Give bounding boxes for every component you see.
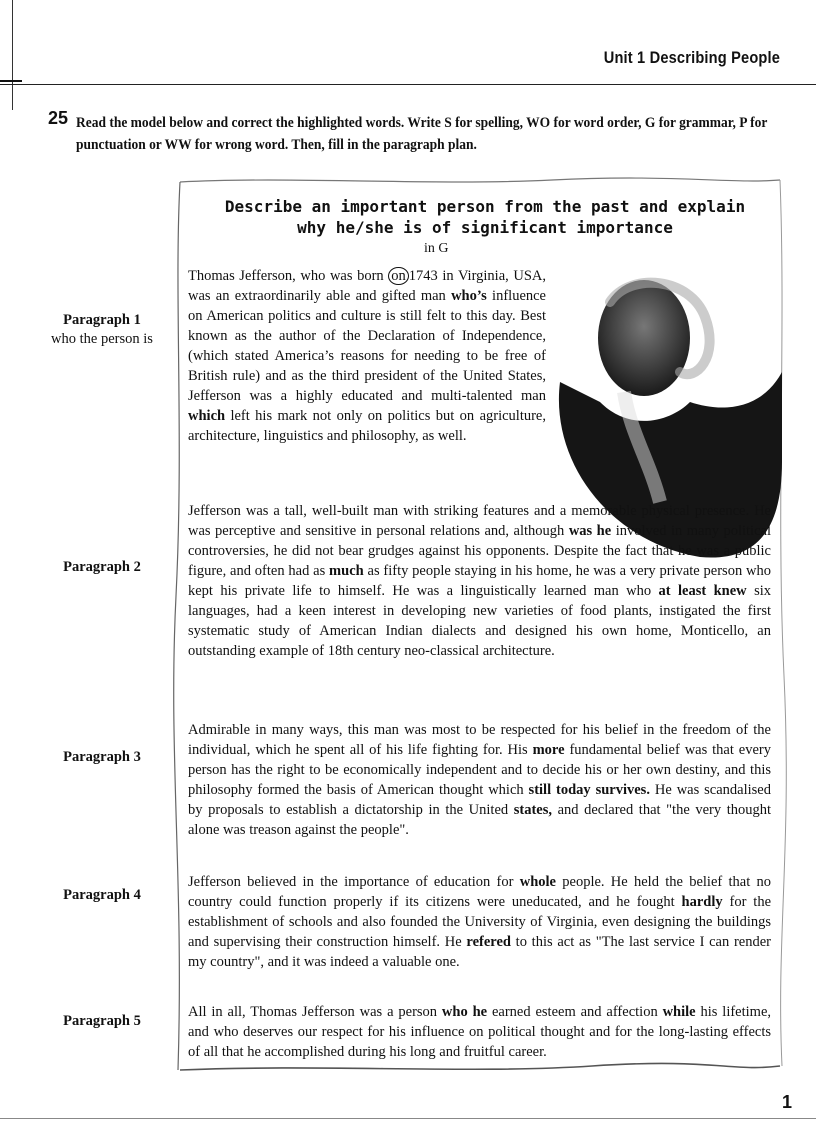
margin-line (12, 0, 13, 110)
paragraph-5-text: All in all, Thomas Jefferson was a person who he earned esteem and affection while his lifetime, and who deserves our respect for his influence on political thought and for the long-lasting effects of all that he accomplished during his long and fruitful career. (188, 1004, 772, 1060)
paragraph-3-text: Admirable in many ways, this man was most to be respected for his belief in the freedom of the individual, which he spent all of his life fighting for. His more fundamental belief was that every person has the right to be economically independent and to decide his or her own destiny, and this philosophy formed the basis of American thought which still today survives. He was scandalised by proposals to establish a dictatorship in the United states, and declared that "the very thought alone was treason against the people". (188, 722, 772, 838)
header-rule (0, 84, 816, 85)
exercise-instructions: Read the model below and correct the highlighted words. Write S for spelling, WO for word order, G for grammar, P for punctuation or WW for wrong word. Then, fill in the paragraph plan. (76, 115, 768, 153)
paragraph-3-label-title: Paragraph 3 (63, 749, 141, 765)
paragraph-2-text: Jefferson was a tall, well-built man with striking features and a memorable physical presence. He was perceptive and sensitive in personal relations and, although was he involved in many political controversies, he did not bear grudges against his opponents. Despite the fact that he was a public figure, and often had as much as fifty people staying in his home, he was a very private person who kept his private life to himself. He was a linguistically learned man who at least knew six languages, had a keen interest in developing new varieties of food plants, instigated the first systematic study of American Indian dialects and designed his own home, Monticello, an outstanding example of 18th century neo-classical architecture. (188, 503, 771, 659)
correction-note: in G (424, 241, 449, 256)
exercise-number: 25 (48, 108, 69, 128)
margin-mark (0, 80, 22, 82)
unit-title: Unit 1 Describing People (603, 48, 780, 67)
paragraph-1-label-note: who the person is (51, 331, 153, 347)
paragraph-1-label-title: Paragraph 1 (63, 312, 141, 328)
paragraph-4-label-title: Paragraph 4 (63, 887, 141, 903)
paragraph-2-label (40, 558, 164, 577)
paragraph-5-label-title: Paragraph 5 (63, 1013, 141, 1029)
page-number: 1 (781, 1092, 792, 1112)
paragraph-3-label (40, 748, 164, 767)
paragraph-1-label (40, 311, 164, 349)
model-title (200, 196, 770, 238)
model-title-line2: why he/she is of significant importance (297, 218, 673, 237)
paragraph-4-label (40, 886, 164, 905)
paragraph-1-text: Thomas Jefferson, who was born on 1743 in Virginia, USA, was an extraordinarily able and gifted man who’s influence on American politics and culture is still felt to this day. Best known as the author of the Declaration of Independence, (which stated America’s reasons for needing to be free of British rule) and as the third president of the United States, Jefferson was a highly educated and multi-talented man which left his mark not only on politics but on agriculture, architecture, linguistics and philosophy, as well. (188, 268, 546, 444)
paragraph-5-label (40, 1012, 164, 1031)
paragraph-4-text: Jefferson believed in the importance of education for whole people. He held the belief that no country could function properly if its citizens were uneducated, and he fought hardly for the establishment of schools and also founded the University of Virginia, even designing the buildings and supervising their construction himself. He refered to this act as "The last service I can render my country", and it was indeed a valuable one. (188, 874, 772, 970)
paragraph-2-label-title: Paragraph 2 (63, 559, 141, 575)
footer-rule (0, 1118, 816, 1119)
model-title-line1: Describe an important person from the past and explain (224, 197, 746, 216)
